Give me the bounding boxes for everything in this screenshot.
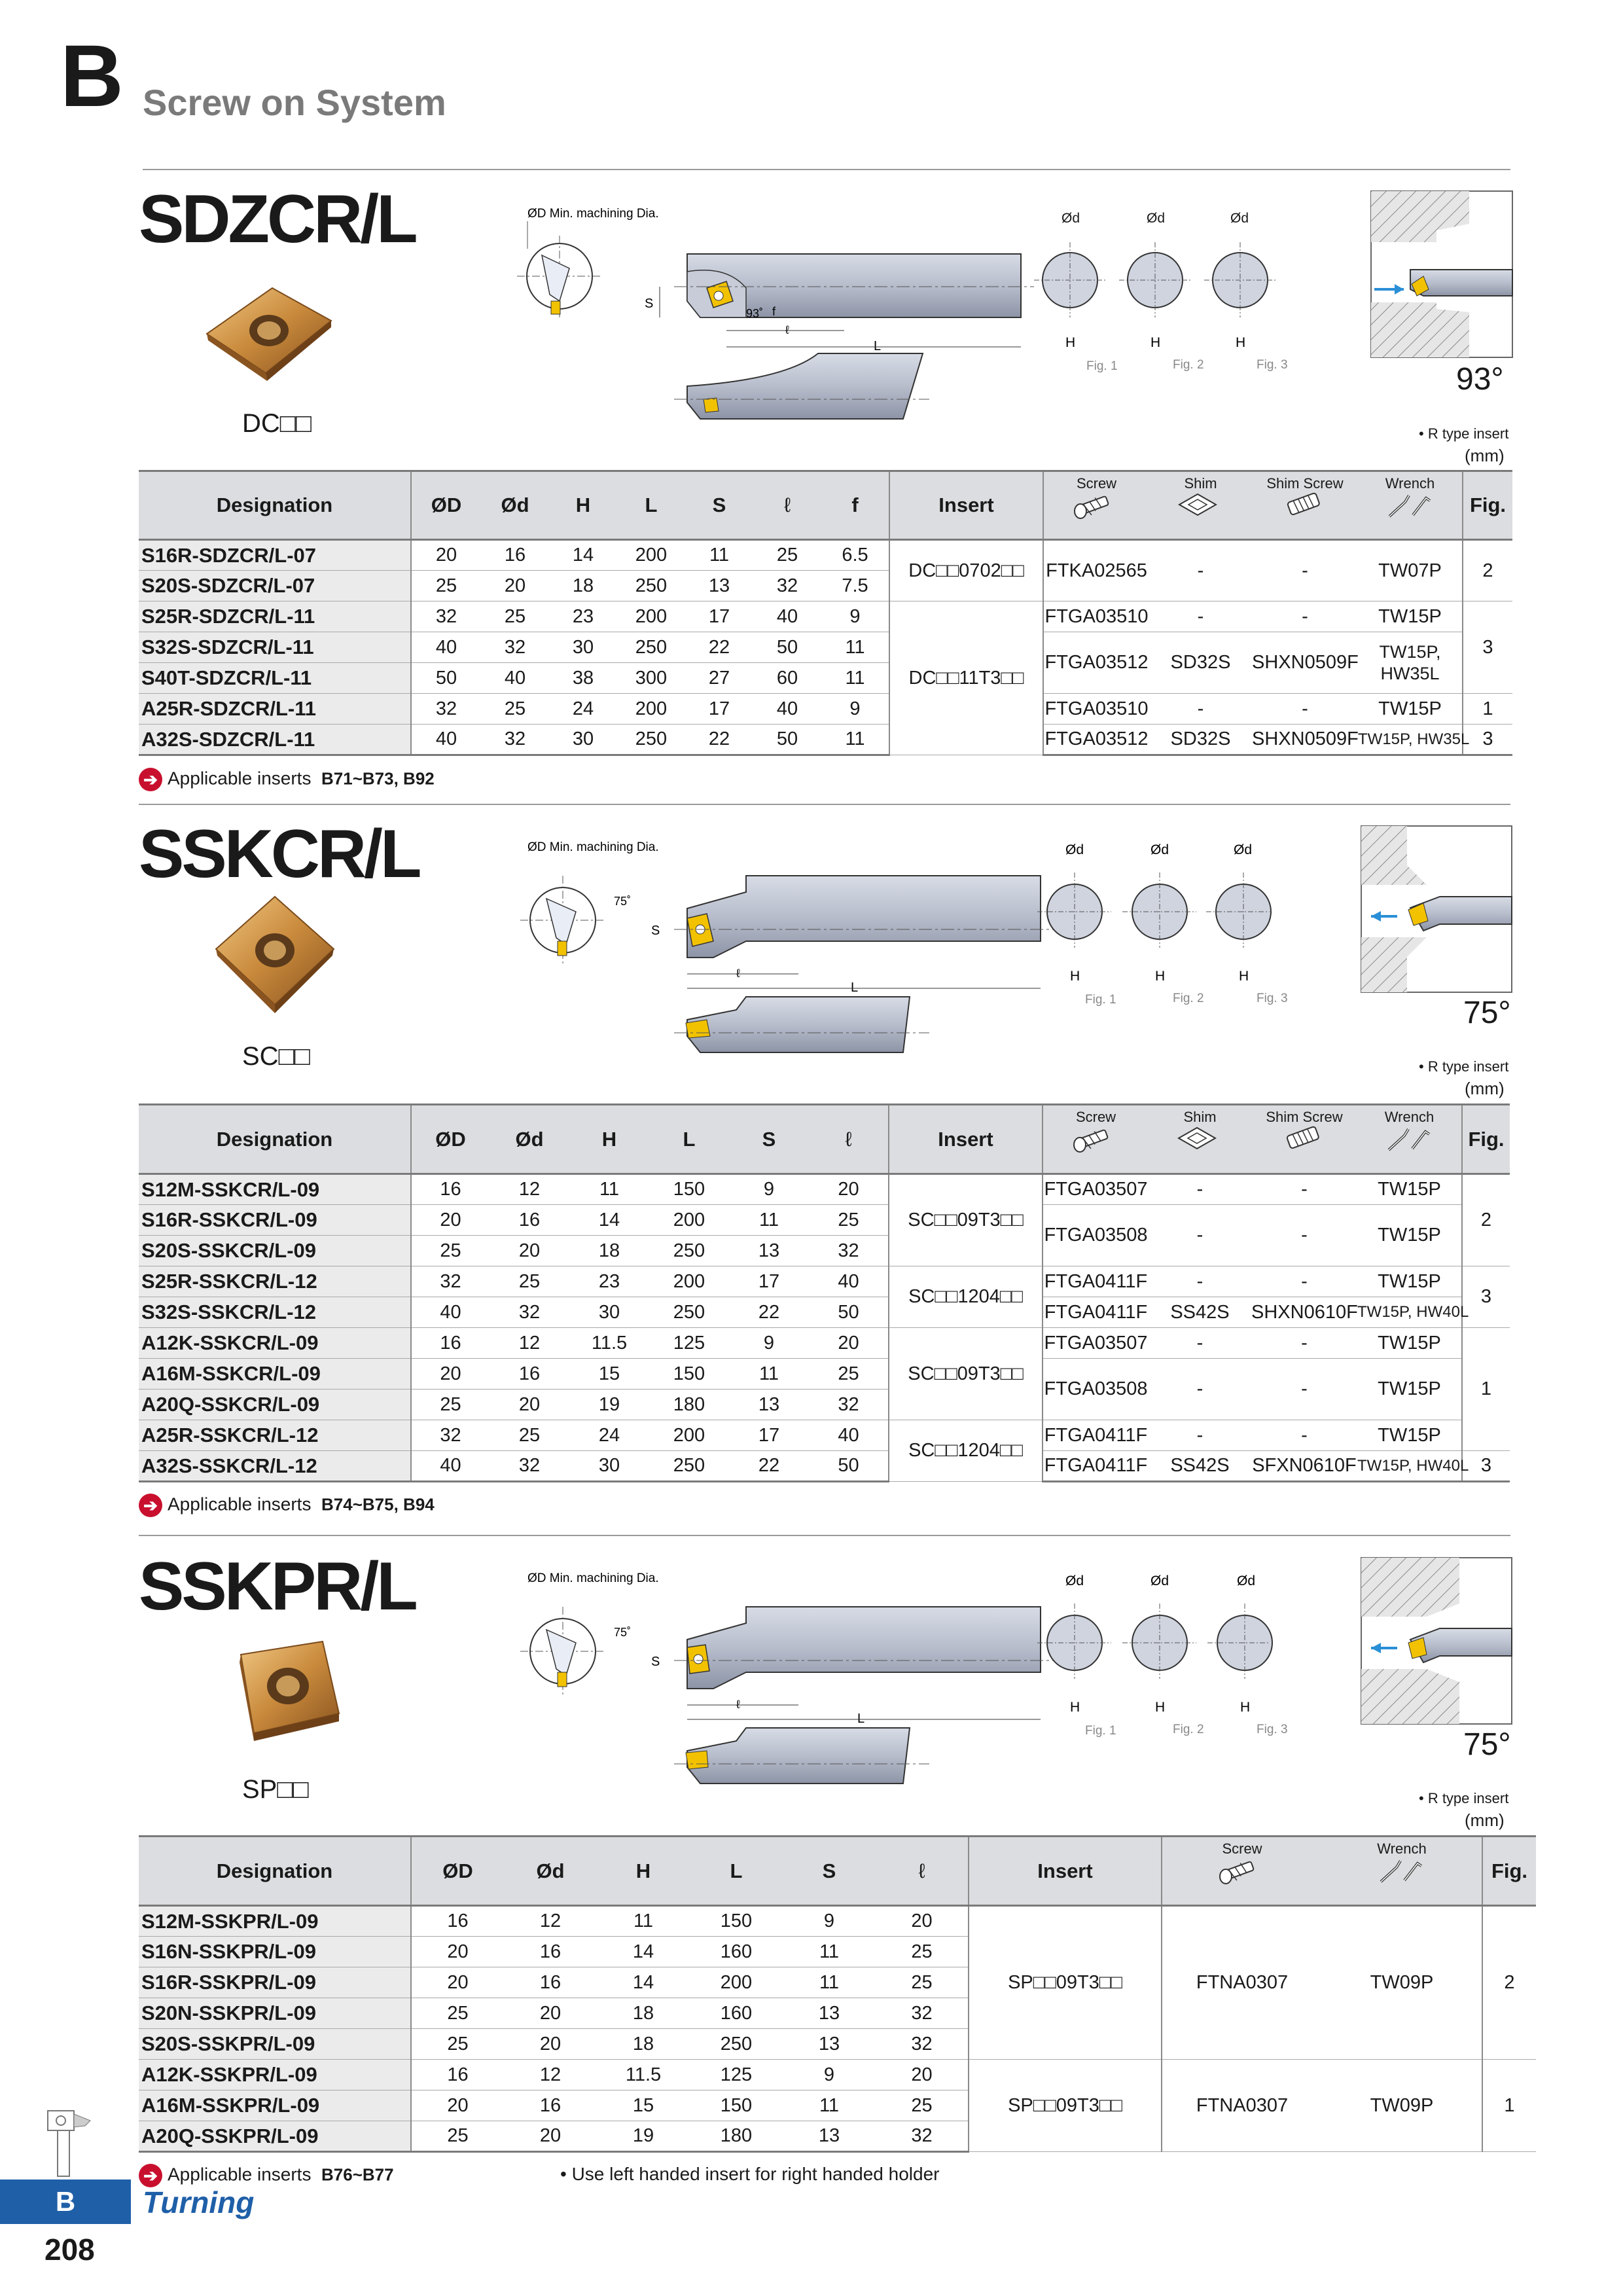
svg-text:Ød: Ød [1065, 1573, 1084, 1588]
svg-text:Ød: Ød [1147, 211, 1166, 226]
shim-icon [1177, 1125, 1223, 1155]
sskpr-dimension-diagram [510, 1568, 1288, 1803]
approach-angle: 93° [1456, 362, 1504, 397]
svg-text:ℓ: ℓ [736, 967, 740, 980]
svg-text:ℓ: ℓ [736, 1698, 740, 1711]
section-title: SSKCR/L [139, 816, 419, 892]
applicable-inserts[interactable]: ➔ Applicable inserts B74~B75, B94 [139, 1494, 435, 1517]
svg-text:Fig. 3: Fig. 3 [1257, 1723, 1288, 1736]
spec-table-sskcr: Designation ØD Ød H L S ℓ Insert Screw Shim Shim Screw Wrench Fig. S12M-SSKCR/L-09 16 12 11 150 9 20 SC□□09T3□□ FTGA03507 - - TW15P 2 S16R-SSKCR/L-09 20 16 14 200 11 25 FTGA03508 - - TW15P S20S-SSKCR/L-09 25 20 18 250 13 32 S25R-SSKCR/L-12 32 25 23 200 17 40 SC□□1204□□ FTGA0411F - - TW15P 3 S32S-SSKCR/L-12 40 32 30 250 22 50 FTGA0411F SS42S SHXN0610F TW15P, HW40L A12K-SSKCR/L-09 16 12 11.5 125 9 20 SC□□09T3□□ FTGA03507 - - TW15P 1 A16M-SSKCR/L-09 20 16 15 150 11 25 FTGA03508 - - TW15P A20Q-SSKCR/L-09 25 20 19 180 13 32 A25R-SSKCR/L-12 32 25 24 200 17 40 SC□□1204□□ FTGA0411F - - TW15P A32S-SSKCR/L-12 40 32 30 250 22 50 FTGA0411F SS42S SFXN0610F TW15P, HW40L 3 [139, 1103, 1510, 1482]
section-title: SDZCR/L [139, 181, 416, 257]
section-divider [139, 804, 1510, 805]
svg-text:Ød: Ød [1061, 211, 1080, 226]
insert-caption: DC□□ [242, 409, 312, 438]
svg-text:L: L [857, 1712, 865, 1726]
svg-text:f: f [772, 305, 776, 318]
svg-text:75˚: 75˚ [614, 895, 632, 908]
wrench-icon [1387, 492, 1434, 522]
col-wrench: Wrench [1358, 471, 1463, 540]
svg-text:S: S [651, 1655, 660, 1669]
col-shim: Shim [1149, 471, 1252, 540]
work-sketch-75 [1361, 826, 1512, 992]
insert-cell: DC□□11T3□□ [889, 601, 1043, 755]
sskcr-dimension-diagram [510, 836, 1288, 1072]
wrench-icon [1386, 1125, 1433, 1155]
svg-text:S: S [645, 296, 654, 311]
svg-text:Ød: Ød [1150, 842, 1169, 857]
work-sketch-75-sp [1361, 1558, 1512, 1724]
approach-angle: 75° [1463, 996, 1511, 1030]
screw-icon [1074, 492, 1120, 522]
designation-cell: S16R-SDZCR/L-07 [139, 540, 411, 571]
wrench-icon [1378, 1857, 1425, 1887]
svg-text:H: H [1070, 969, 1080, 984]
insert-image-sp [215, 1628, 346, 1753]
svg-text:S: S [651, 924, 660, 938]
chapter-title: Screw on System [143, 82, 446, 123]
svg-text:H: H [1150, 335, 1161, 350]
svg-text:Fig. 1: Fig. 1 [1085, 993, 1116, 1007]
svg-text:L: L [851, 980, 859, 995]
svg-text:93˚: 93˚ [746, 307, 764, 320]
insert-caption: SC□□ [242, 1042, 310, 1071]
svg-text:H: H [1070, 1700, 1080, 1715]
shim-icon [1178, 492, 1224, 522]
handedness-note: • Use left handed insert for right handed holder [560, 2164, 940, 2184]
svg-text:H: H [1155, 969, 1166, 984]
shim-screw-icon [1281, 1125, 1327, 1155]
min-dia-label: ØD Min. machining Dia. [527, 207, 659, 221]
col-od: ØD [411, 471, 481, 540]
svg-text:ℓ: ℓ [785, 323, 789, 336]
svg-text:Ød: Ød [1234, 842, 1253, 857]
insert-cell: DC□□0702□□ [889, 540, 1043, 601]
svg-text:Fig. 2: Fig. 2 [1173, 992, 1204, 1005]
spec-table-sdzcr: Designation ØD Ød H L S ℓ f Insert Screw Shim Shim Screw Wrench Fig. S16R-SDZCR/L-07 20 16 14 200 11 25 6.5 DC□□0702□□ FTKA02565 - - TW07P 2 S20S-SDZCR/L-07 25 20 18 250 13 32 7.5 S25R-SDZCR/L-11 32 25 23 200 17 40 9 DC□□11T3□□ FTGA03510 - - TW15P 3 S32S-SDZCR/L-11 40 32 30 250 22 50 11 FTGA03512 SD32S SHXN0509F TW15P, HW35L S40T-SDZCR/L-11 50 40 38 300 27 60 11 A25R-SDZCR/L-11 32 25 24 200 17 40 9 FTGA03510 - - TW15P 1 A32S-SDZCR/L-11 40 32 30 250 22 50 11 FTGA03512 SD32S SHXN0509F TW15P, HW35L 3 [139, 470, 1512, 756]
r-type-note: • R type insert [1419, 425, 1509, 442]
svg-text:Ød: Ød [1065, 842, 1084, 857]
unit-label: (mm) [1465, 1810, 1505, 1830]
insert-caption: SP□□ [242, 1775, 309, 1804]
r-type-note: • R type insert [1419, 1790, 1509, 1806]
svg-text:H: H [1240, 1700, 1251, 1715]
unit-label: (mm) [1465, 446, 1505, 465]
shim-screw-icon [1282, 492, 1328, 522]
svg-text:H: H [1236, 335, 1246, 350]
unit-label: (mm) [1465, 1079, 1505, 1098]
work-sketch-93 [1371, 191, 1512, 357]
arrow-right-icon: ➔ [139, 1494, 162, 1517]
turning-tool-icon [38, 2101, 103, 2179]
svg-text:Fig. 2: Fig. 2 [1173, 1723, 1204, 1736]
section-title: SSKPR/L [139, 1549, 416, 1624]
svg-text:Fig. 2: Fig. 2 [1173, 358, 1204, 372]
col-shim-screw: Shim Screw [1252, 471, 1358, 540]
fig-cell: 2 [1463, 540, 1512, 601]
svg-text:L: L [874, 339, 882, 353]
col-designation: Designation [139, 471, 411, 540]
spec-table-sskpr: Designation ØD Ød H L S ℓ Insert Screw Wrench Fig. S12M-SSKPR/L-09 16 12 11 150 9 20 SP□□09T3□□ FTNA0307 TW09P 2 S16N-SSKPR/L-09 20 16 14 160 11 25 S16R-SSKPR/L-09 20 16 14 200 11 25 S20N-SSKPR/L-09 25 20 18 160 13 32 S20S-SSKPR/L-09 25 20 18 250 13 32 A12K-SSKPR/L-09 16 12 11.5 125 9 20 SP□□09T3□□ FTNA0307 TW09P 1 A16M-SSKPR/L-09 20 16 15 150 11 25 A20Q-SSKPR/L-09 25 20 19 180 13 32 [139, 1835, 1536, 2153]
svg-text:H: H [1065, 335, 1076, 350]
svg-text:Ød: Ød [1150, 1573, 1169, 1588]
arrow-right-icon: ➔ [139, 768, 162, 791]
svg-text:H: H [1239, 969, 1249, 984]
screw-icon [1219, 1857, 1265, 1887]
svg-text:H: H [1155, 1700, 1166, 1715]
insert-image-dc [194, 275, 344, 386]
category-label: Turning [143, 2185, 255, 2219]
page-number: 208 [45, 2233, 95, 2267]
svg-text:ØD Min. machining Dia.: ØD Min. machining Dia. [527, 1571, 659, 1585]
header-divider [143, 169, 1510, 170]
arrow-right-icon: ➔ [139, 2164, 162, 2187]
insert-image-sc [209, 890, 340, 1021]
svg-text:Ød: Ød [1230, 211, 1249, 226]
svg-text:Ød: Ød [1237, 1573, 1256, 1588]
sdzcr-dimension-diagram [510, 203, 1381, 452]
chapter-tab[interactable]: B [0, 2179, 131, 2224]
r-type-note: • R type insert [1419, 1058, 1509, 1075]
svg-text:Fig. 3: Fig. 3 [1257, 358, 1288, 372]
section-divider [139, 1535, 1510, 1536]
svg-text:Fig. 1: Fig. 1 [1086, 359, 1118, 373]
col-fig: Fig. [1463, 471, 1512, 540]
svg-text:75˚: 75˚ [614, 1626, 632, 1639]
svg-text:ØD Min. machining Dia.: ØD Min. machining Dia. [527, 840, 659, 854]
svg-text:Fig. 1: Fig. 1 [1085, 1724, 1116, 1738]
applicable-inserts[interactable]: ➔ Applicable inserts B76~B77 [139, 2164, 394, 2187]
svg-text:Fig. 3: Fig. 3 [1257, 992, 1288, 1005]
approach-angle: 75° [1463, 1727, 1511, 1762]
col-screw: Screw [1043, 471, 1149, 540]
col-insert: Insert [889, 471, 1043, 540]
chapter-letter: B [60, 27, 124, 125]
screw-icon [1073, 1125, 1119, 1155]
applicable-inserts[interactable]: ➔ Applicable inserts B71~B73, B92 [139, 768, 435, 791]
